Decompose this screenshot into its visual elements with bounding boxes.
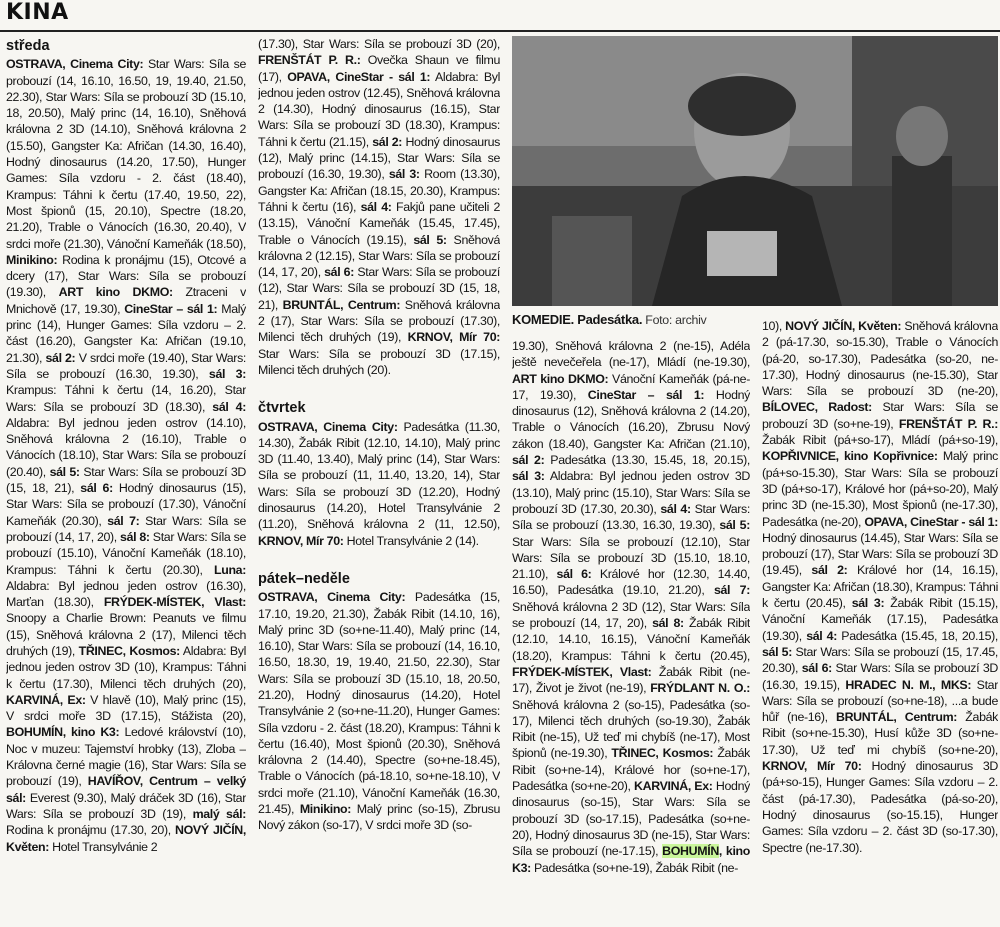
- city-venue: NOVÝ JIČÍN, Květen:: [6, 823, 246, 854]
- venue-label: sál 3:: [208, 366, 246, 381]
- highlighted-city: BOHUMÍN: [662, 844, 719, 859]
- listing-text: Vánoční Kameňák (pá-ne-17, 19.30),: [512, 371, 750, 402]
- section-heading: KINA: [6, 0, 69, 25]
- listing-text: Everest (9.30), Malý dráček 3D (16), Star Wars: Síla se probouzí 3D (19),: [6, 790, 246, 821]
- city-venue: KARVINÁ, Ex:: [634, 779, 713, 794]
- venue-label: sál 7:: [107, 513, 140, 528]
- listing-text: 10),: [762, 319, 786, 333]
- listing-text: (17.30), Star Wars: Síla se probouzí 3D (20),: [258, 37, 500, 51]
- city-venue: OSTRAVA, Cinema City:: [258, 590, 406, 605]
- listing-text: Star Wars: Síla se probouzí (13.30, 16.30, 19.30),: [512, 501, 750, 533]
- city-venue: FRENŠTÁT P. R.:: [258, 53, 361, 68]
- listing-text: Sněhová královna 2 3D (12), Star Wars: Síla se probouzí (14, 17, 20),: [512, 599, 750, 631]
- listing-column-3: [512, 338, 750, 926]
- listing-text: Hodný dinosaurus 3D (pá+so-15), Hunger Games: Síla vzdoru – 2. část (pá-17.30), Padesátka (pá-so-20), Hodný dinosaurus (so-15.15), Hunger Games: Síla vzdoru – 2. část 3D (so-17.30), Spectre (ne-17.30).: [762, 759, 998, 855]
- venue-label: sál 6:: [801, 661, 832, 676]
- venue-label: sál 4:: [806, 628, 837, 643]
- venue-label: sál 2:: [372, 134, 403, 149]
- listing-text: Malý princ (pá+so-15.30), Star Wars: Síla se probouzí 3D (pá+so-17), Králové hor (pá+so-20), Malý princ 3D (ne-15.30), Most špionů (ne-17.30), Padesátka (ne-20),: [762, 449, 998, 529]
- listing-text: Room (13.30), Gangster Ka: Afričan (18.15, 20.30), Krampus: Táhni k čertu (16),: [258, 167, 500, 214]
- venue-label: sál 4:: [360, 199, 392, 214]
- venue-label: sál 5:: [762, 644, 792, 659]
- listing-column-4: [762, 318, 998, 926]
- city-venue: FRENŠTÁT P. R.:: [898, 416, 998, 431]
- listing-text: Rodina k pronájmu (17.30, 20),: [6, 823, 176, 838]
- listing-text: Star Wars: Síla se probouzí 3D (16.30, 19.15),: [762, 661, 998, 692]
- listing-text: Star Wars: Síla se probouzí 3D (17.15), Milenci těch druhých (20).: [258, 346, 500, 377]
- day-heading: středa: [6, 38, 50, 54]
- listing-text: Žabák Ribit (so+ne-15.30), Husí kůže 3D (so+ne-17.30), Už teď mi chybíš (so+ne-20),: [762, 710, 998, 757]
- listing-text: Malý princ (so-15), Zbrusu Nový zákon (so-17), V srdci moře 3D (so-: [258, 802, 500, 833]
- listing-text: Ztraceni v Mnichově (17, 19.30),: [6, 285, 246, 316]
- venue-label: Minikino:: [6, 252, 58, 267]
- city-venue: KRNOV, Mír 70:: [407, 330, 500, 345]
- city-venue: OSTRAVA, Cinema City:: [6, 57, 144, 72]
- listing-text: Aldabra: Byl jednou jeden ostrov (16.30), Marťan (18.30),: [6, 578, 246, 610]
- listing-text: Star Wars: Síla se probouzí (15, 17.45, 20.30),: [762, 644, 998, 676]
- listing-text: Ovečka Shaun ve filmu (17),: [258, 53, 500, 84]
- listing-text: Star Wars: Síla se probouzí (15.10), Vánoční Kameňák (18.10), Krampus: Táhni k čertu (20.30),: [6, 529, 246, 577]
- city-venue: BRUNTÁL, Centrum:: [282, 297, 401, 312]
- venue-label: sál 5:: [49, 464, 80, 479]
- venue-label: malý sál:: [192, 806, 246, 821]
- listing-text: Padesátka (15.45, 18, 20.15),: [837, 628, 998, 643]
- listing-text: Králové hor (12.30, 14.40, 16.50), Padesátka (19.10, 21.20),: [512, 567, 750, 598]
- listing-text: Sněhová královna 2 (so-15), Padesátka (so-17), Milenci těch druhých (so-19.30), Žabák Ribit (ne-15), Už teď mi chybíš (ne-17), Most špionů (ne-19.30),: [512, 697, 750, 761]
- listing-text: Malý princ (14), Hunger Games: Síla vzdoru – 2. část (16.20), Gangster Ka: Afričan (19.10, 21.30),: [6, 301, 246, 365]
- caption-source: Foto: archiv: [645, 313, 707, 327]
- venue-label: sál 8:: [120, 529, 150, 544]
- city-venue: KOPŘIVNICE, kino Kopřivnice:: [762, 449, 938, 464]
- listing-text: Ledové království (10), Noc v muzeu: Tajemství hrobky (13), Zloba – Královna černé magie (16), Star Wars: Síla se probouzí (19),: [6, 725, 246, 789]
- venue-label: sál 7:: [713, 583, 750, 598]
- listing-text: Žabák Ribit (so+ne-14), Králové hor (so+ne-17), Padesátka (so+ne-20),: [512, 746, 750, 794]
- city-venue: BÍLOVEC, Radost:: [762, 400, 872, 415]
- listing-text: Hodný dinosaurus (12), Malý princ (14.15), Star Wars: Síla se probouzí (16.30, 19.30),: [258, 134, 500, 182]
- city-venue: FRÝDEK-MÍSTEK, Vlast:: [512, 664, 652, 679]
- venue-label: sál 6:: [556, 567, 592, 582]
- day-heading: pátek–neděle: [258, 570, 350, 587]
- listing-column-1: [6, 36, 246, 926]
- venue-label: sál 2:: [512, 453, 545, 468]
- listing-text: Hodný dinosaurus (so-15), Star Wars: Síla se probouzí 3D (so-17.15), Padesátka (so+ne-20), Hodný dinosaurus 3D (ne-15), Star Wars: Síla se probouzí (ne-17.15),: [512, 779, 750, 859]
- listing-text: Snoopy a Charlie Brown: Peanuts ve filmu (15), Sněhová královna 2 (17), Milenci těch druhých (19),: [6, 611, 246, 658]
- listing-text: Star Wars: Síla se probouzí (so+ne-18), ...a bude hůř (ne-16),: [762, 677, 998, 725]
- listing-text: Star Wars: Síla se probouzí (12), Star Wars: Síla se probouzí 3D (15, 18, 21),: [258, 265, 500, 312]
- city-venue: NOVÝ JIČÍN, Květen:: [785, 319, 902, 333]
- listing-text: Hodný dinosaurus (15), Star Wars: Síla se probouzí (17.30), Vánoční Kameňák (20.30),: [6, 481, 246, 528]
- photo-illustration: [512, 36, 998, 306]
- venue-label: sál 5:: [413, 232, 447, 247]
- venue-label: sál 3:: [851, 596, 885, 611]
- listing-text: Padesátka (11.30, 14.30), Žabák Ribit (12.10, 14.10), Malý princ 3D (11.40, 13.40), Malý princ (14), Star Wars: Síla se probouzí (11, 11.40, 13.20, 14), Star Wars: Síla se probouzí 3D (12.20), Hodný dinosaurus (14.20), Hotel Transylvánie 2 (11.20), Sněhová královna 2 (11, 12.50),: [258, 419, 500, 532]
- venue-label: sál 2:: [45, 350, 76, 365]
- listing-text: Aldabra: Byl jednou jeden ostrov (14.10), Sněhová královna 2 (16.10), Trable o Vánocích (18.10), Star Wars: Síla se probouzí (20.40),: [6, 415, 246, 479]
- city-venue: KRNOV, Mír 70:: [762, 759, 862, 774]
- venue-label: sál 8:: [652, 616, 684, 631]
- venue-label: CineStar – sál 1:: [587, 387, 705, 402]
- city-venue: , kino K3:: [512, 844, 750, 875]
- listing-text: Žabák Ribit (pá+so-17), Mládí (pá+so-19),: [762, 433, 998, 448]
- city-venue: KRNOV, Mír 70:: [258, 533, 344, 548]
- listing-text: Star Wars: Síla se probouzí (14, 17, 20),: [6, 513, 246, 544]
- venue-label: Minikino:: [299, 802, 352, 817]
- city-venue: TŘINEC, Kosmos:: [78, 643, 180, 658]
- city-venue: OPAVA, CineStar - sál 1:: [287, 69, 431, 84]
- venue-label: sál 4:: [212, 399, 246, 414]
- venue-label: sál 4:: [660, 501, 691, 516]
- listing-text: Hodný dinosaurus (12), Sněhová královna 2 (14.20), Trable o Vánocích (16.20), Zbrusu Nový zákon (18.40), Gangster Ka: Afričan (21.10),: [512, 387, 750, 451]
- venue-label: ART kino DKMO:: [512, 371, 609, 386]
- city-venue: FRÝDLANT N. O.:: [650, 681, 750, 696]
- listing-text: Padesátka (13.30, 15.45, 18, 20.15),: [544, 453, 750, 468]
- listing-text: Sněhová královna 2 (17), Star Wars: Síla se probouzí (17.30), Milenci těch druhých (19),: [258, 297, 500, 345]
- venue-label: sál 2:: [811, 563, 848, 578]
- venue-label: sál 5:: [719, 518, 750, 533]
- city-venue: BOHUMÍN, kino K3:: [6, 725, 120, 740]
- listing-text: Aldabra: Byl jednou jeden ostrov (12.45), Sněhová královna 2 (14.30), Hodný dinosaurus (16.15), Star Wars: Síla se probouzí 3D (18.30), Krampus: Táhni k čertu (21.15),: [258, 69, 500, 149]
- section-gap: [258, 378, 500, 398]
- listing-text: V srdci moře (19.40), Star Wars: Síla se probouzí (16.30, 19.30),: [6, 350, 246, 381]
- city-venue: HRADEC N. M., MKS:: [845, 677, 972, 692]
- listing-column-2: [258, 36, 500, 926]
- venue-label: Luna:: [214, 562, 246, 577]
- listing-text: Star Wars: Síla se probouzí 3D (so+ne-19),: [762, 400, 998, 431]
- listing-text: Padesátka (15, 17.10, 19.20, 21.30), Žabák Ribit (14.10, 16), Malý princ 3D (so+ne-11.40), Malý princ (14, 16.10), Star Wars: Síla se probouzí (14, 16.10, 16.50, 18.30, 19, 19.40, 21.50, 22.30), Star Wars: Síla se probouzí 3D (15.10, 18, 20.50, 21.20), Hodný dinosaurus (14.20), Hotel Transylvánie 2 (so+ne-11.20), Hunger Games: Síla vzdoru - 2. část (18.20), Krampus: Táhni k čertu (16.40), Most špionů (20.30), Sněhová královna 2 (14.40), Spectre (so+ne-18.45), Trable o Vánocích (pá-18.10, so+ne-18.10), V srdci moře (21.10), Vánoční Kameňák (16.30, 21.45),: [258, 590, 500, 817]
- listing-text: Rodina k pronájmu (15), Otcové a dcery (17), Star Wars: Síla se probouzí (19.30),: [6, 252, 246, 300]
- listing-text: Star Wars: Síla se probouzí 3D (15, 18, 21),: [6, 464, 246, 496]
- listing-text: V hlavě (10), Malý princ (15), V srdci moře 3D (17.15), Stážista (20),: [6, 692, 246, 724]
- day-heading: čtvrtek: [258, 400, 306, 417]
- venue-label: sál 3:: [388, 167, 420, 182]
- heading-rule: [0, 30, 1000, 32]
- listing-text: Sněhová královna 2 (pá-17.30, so-15.30), Trable o Vánocích (pá-20, so-17.30), Padesátka (so-20, ne-17.30), Hodný dinosaurus (ne-15.30), Star Wars: Síla se probouzí 3D (ne-20),: [762, 319, 998, 399]
- listing-text: Hodný dinosaurus (14.45), Star Wars: Síla se probouzí (17), Star Wars: Síla se probouzí 3D (19.45),: [762, 530, 998, 578]
- venue-label: sál 6:: [80, 481, 113, 496]
- city-venue: KARVINÁ, Ex:: [6, 692, 86, 707]
- city-venue: TŘINEC, Kosmos:: [611, 746, 714, 761]
- city-venue: HAVÍŘOV, Centrum – velký sál:: [6, 774, 246, 805]
- venue-label: CineStar – sál 1:: [124, 301, 218, 316]
- venue-label: sál 3:: [512, 469, 545, 484]
- listing-text: Žabák Ribit (15.15), Vánoční Kameňák (17.15), Padesátka (19.30),: [762, 596, 998, 643]
- listing-text: Hotel Transylvánie 2: [49, 839, 158, 854]
- city-venue: FRÝDEK-MÍSTEK, Vlast:: [103, 595, 246, 610]
- section-gap: [258, 549, 500, 569]
- listing-text: Sněhová královna 2 (12.15), Star Wars: Síla se probouzí (14, 17, 20),: [258, 232, 500, 280]
- listing-text: Fakjů pane učiteli 2 (13.15), Vánoční Kameňák (15.45, 17.45), Trable o Vánocích (19.15),: [258, 199, 500, 247]
- listing-text: Aldabra: Byl jednou jeden ostrov 3D (13.10), Malý princ (15.10), Star Wars: Síla se probouzí 3D (17.30, 20.30),: [512, 469, 750, 516]
- listing-text: Padesátka (so+ne-19), Žabák Ribit (ne-: [530, 860, 739, 875]
- listing-text: Krampus: Táhni k čertu (14, 16.20), Star Wars: Síla se probouzí 3D (18.30),: [6, 383, 246, 414]
- listing-text: Aldabra: Byl jednou jeden ostrov 3D (10), Krampus: Táhni k čertu (17.30), Milenci těch druhých (20),: [6, 643, 246, 691]
- city-venue: BRUNTÁL, Centrum:: [835, 710, 958, 725]
- listing-text: Žabák Ribit (ne-17), Život je život (ne-19),: [512, 664, 750, 696]
- listing-text: 19.30), Sněhová královna 2 (ne-15), Adéla ještě nevečeřela (ne-17), Mládí (ne-19.30),: [512, 339, 750, 370]
- venue-label: ART kino DKMO:: [58, 285, 173, 300]
- photo-caption: [512, 312, 750, 328]
- listing-text: Hotel Transylvánie 2 (14).: [343, 533, 479, 548]
- listing-text: Star Wars: Síla se probouzí (12.10), Star Wars: Síla se probouzí 3D (15.10, 18.10, 21.10),: [512, 534, 750, 582]
- caption-headline: KOMEDIE. Padesátka.: [512, 312, 643, 327]
- listing-text: Žabák Ribit (12.10, 14.10, 16.15), Vánoční Kameňák (18.20), Krampus: Táhni k čertu (20.45),: [512, 616, 750, 663]
- film-still-photo: [512, 36, 998, 306]
- city-venue: OPAVA, CineStar - sál 1:: [864, 514, 998, 529]
- listing-text: Králové hor (14, 16.15), Gangster Ka: Afričan (18.30), Krampus: Táhni k čertu (20.45),: [762, 563, 998, 611]
- listing-text: Star Wars: Síla se probouzí (14, 16.10, 16.50, 19, 19.40, 21.50, 22.30), Star Wars: Síla se probouzí 3D (15.10, 18, 20.50), Malý princ (14, 16.10), Sněhová královna 2 3D (14.10), Sněhová královna 2 (15.50), Gangster Ka: Afričan (14.30, 16.40), Hodný dinosaurus (14.20, 17.50), Hunger Games: Síla vzdoru - 2. část (18.40), Krampus: Táhni k čertu (17.40, 19.50, 22), Most špionů (15, 20.10), Spectre (18.20, 21.20), Trable o Vánocích (16.30, 20.40), V srdci moře (21.30), Vánoční Kameňák (18.50),: [6, 57, 246, 251]
- city-venue: OSTRAVA, Cinema City:: [258, 419, 398, 434]
- venue-label: sál 6:: [324, 265, 354, 280]
